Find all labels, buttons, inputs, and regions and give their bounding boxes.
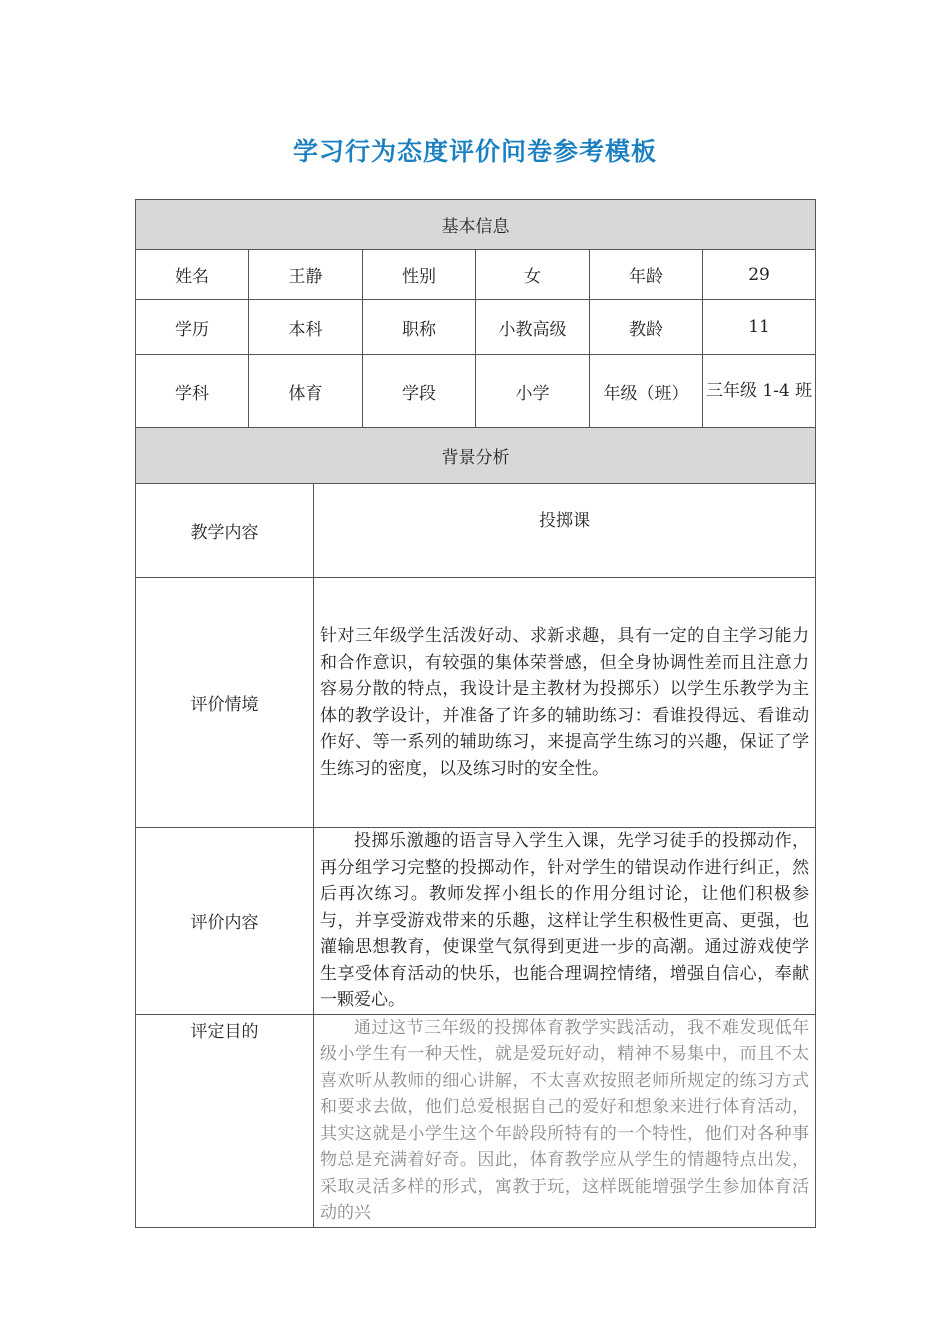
table-row (136, 1014, 816, 1227)
gender-label: 性别 (363, 250, 476, 300)
stage-value: 小学 (476, 355, 590, 428)
subject-label: 学科 (136, 355, 249, 428)
table-row (136, 300, 816, 355)
name-value: 王静 (249, 250, 363, 300)
context-label: 评价情境 (136, 578, 314, 828)
eval-content-value: 投掷乐激趣的语言导入学生入课，先学习徒手的投掷动作，再分组学习完整的投掷动作，针对学生的错误动作进行纠正，然后再次练习。教师发挥小组长的作用分组讨论，让他们积极参与，并享受游戏带来的乐趣，这样让学生积极性更高、更强，也灌输思想教育，使课堂气氛得到更进一步的高潮。通过游戏使学生享受体育活动的快乐，也能合理调控情绪，增强自信心，奉献一颗爱心。 (314, 828, 816, 1015)
table-row (136, 484, 816, 578)
table-row (136, 828, 816, 1015)
grade-label: 年级（班） (590, 355, 703, 428)
gender-value: 女 (476, 250, 590, 300)
context-value: 针对三年级学生活泼好动、求新求趣，具有一定的自主学习能力和合作意识，有较强的集体荣誉感，但全身协调性差而且注意力容易分散的特点，我设计是主教材为投掷乐）以学生乐教学为主体的教学设计，并准备了许多的辅助练习：看谁投得远、看谁动作好、等一系列的辅助练习，来提高学生练习的兴趣，保证了学生练习的密度，以及练习时的安全性。 (314, 578, 816, 828)
title-label: 职称 (363, 300, 476, 355)
purpose-value: 通过这节三年级的投掷体育教学实践活动，我不难发现低年级小学生有一种天性，就是爱玩好动，精神不易集中，而且不太喜欢听从教师的细心讲解，不太喜欢按照老师所规定的练习方式和要求去做，他们总爱根据自己的爱好和想象来进行体育活动，其实这就是小学生这个年龄段所特有的一个特性，他们对各种事物总是充满着好奇。因此，体育教学应从学生的情趣特点出发，采取灵活多样的形式，寓教于玩，这样既能增强学生参加体育活动的兴 (314, 1014, 816, 1227)
subject-value: 体育 (249, 355, 363, 428)
teaching-years-value: 11 (703, 300, 816, 355)
title-value: 小教高级 (476, 300, 590, 355)
table-row (136, 250, 816, 300)
evaluation-table (135, 199, 816, 1228)
name-label: 姓名 (136, 250, 249, 300)
page-title: 学习行为态度评价问卷参考模板 (292, 137, 657, 166)
content-label: 教学内容 (136, 484, 314, 578)
table-row (136, 578, 816, 828)
age-label: 年龄 (590, 250, 703, 300)
education-label: 学历 (136, 300, 249, 355)
stage-label: 学段 (363, 355, 476, 428)
background-header: 背景分析 (136, 428, 816, 484)
grade-value: 三年级 1-4 班 (703, 355, 816, 428)
education-value: 本科 (249, 300, 363, 355)
teaching-years-label: 教龄 (590, 300, 703, 355)
table-row (136, 355, 816, 428)
eval-content-label: 评价内容 (136, 828, 314, 1015)
basic-info-header: 基本信息 (136, 200, 816, 250)
content-value: 投掷课 (314, 484, 816, 578)
purpose-label: 评定目的 (136, 1014, 314, 1227)
age-value: 29 (703, 250, 816, 300)
